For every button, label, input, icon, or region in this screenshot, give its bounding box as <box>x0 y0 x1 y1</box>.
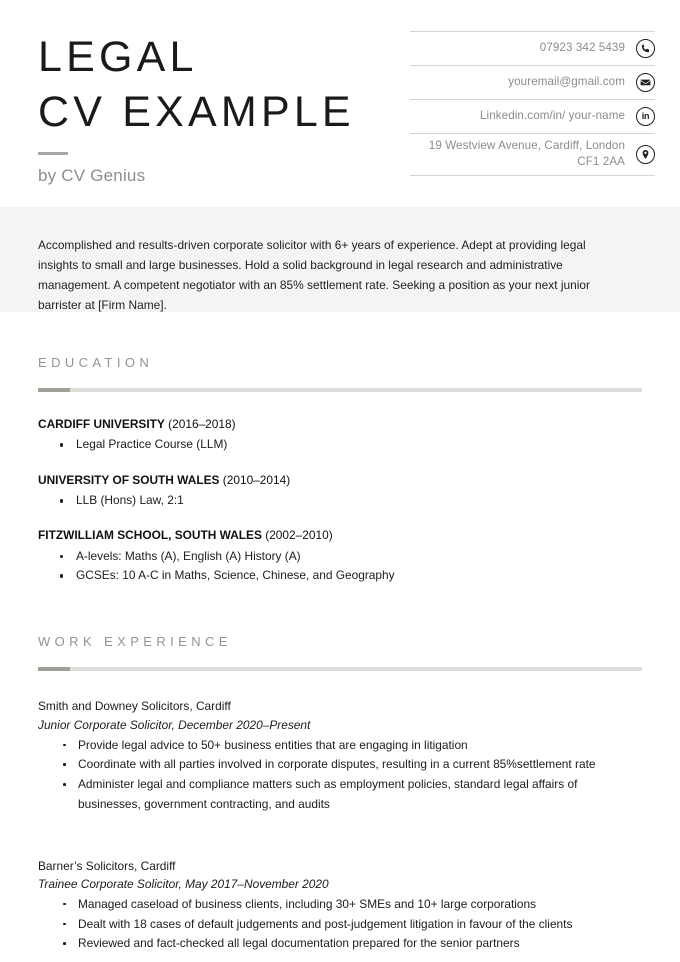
list-item: Dealt with 18 cases of default judgements and post-judgement litigation in favour of the clients <box>38 915 642 935</box>
job-title: Junior Corporate Solicitor, December 2020–Present <box>38 717 311 732</box>
education-school-name: UNIVERSITY OF SOUTH WALES <box>38 472 220 487</box>
list-item: A-levels: Maths (A), English (A) History (A) <box>38 547 642 566</box>
education-item <box>38 471 642 511</box>
education-bullets <box>38 435 642 454</box>
education-heading: EDUCATION <box>38 355 154 370</box>
job-title: Trainee Corporate Solicitor, May 2017–November 2020 <box>38 876 329 891</box>
profile-summary-text: Accomplished and results-driven corporate solicitor with 6+ years of experience. Adept at providing legal insights to small and large businesses. Hold a solid background in legal research and administrative management. A competent negotiator with an 85% settlement rate. Seeking a position as your next junior barrister at [Firm Name]. <box>38 238 590 312</box>
cv-header <box>0 0 680 207</box>
education-list <box>38 392 642 585</box>
byline: by CV Genius <box>38 166 146 186</box>
work-experience-section <box>0 585 680 954</box>
education-school-line <box>38 415 642 433</box>
education-bullets <box>38 491 642 510</box>
email-icon <box>636 73 655 92</box>
list-item: Coordinate with all parties involved in corporate disputes, resulting in a current 85%settlement rate <box>38 755 642 775</box>
name-divider <box>38 152 68 155</box>
education-section <box>0 312 680 585</box>
contact-location-text: 19 Westview Avenue, Cardiff, London CF1 2AA <box>428 139 625 169</box>
list-item: Reviewed and fact-checked all legal documentation prepared for the senior partners <box>38 934 642 954</box>
education-item <box>38 526 642 585</box>
education-school-line <box>38 526 642 544</box>
job-entry <box>38 815 642 954</box>
contact-email-text: youremail@gmail.com <box>508 75 625 89</box>
contact-row-phone[interactable] <box>410 31 655 65</box>
name-line-1: LEGAL <box>38 33 198 81</box>
education-school-name: CARDIFF UNIVERSITY <box>38 417 165 431</box>
list-item: Managed caseload of business clients, including 30+ SMEs and 10+ large corporations <box>38 895 642 915</box>
education-school-line <box>38 471 642 489</box>
contact-row-email[interactable] <box>410 65 655 99</box>
contact-phone-text: 07923 342 5439 <box>539 41 625 55</box>
linkedin-glyph: in <box>641 111 650 121</box>
education-school-name: FITZWILLIAM SCHOOL, SOUTH WALES <box>38 528 262 543</box>
job-bullets <box>38 895 642 954</box>
list-item: Legal Practice Course (LLM) <box>38 435 642 454</box>
linkedin-icon <box>636 107 655 126</box>
profile-summary-band <box>0 207 680 312</box>
name-line-2: CV EXAMPLE <box>38 88 355 137</box>
list-item: Provide legal advice to 50+ business entities that are engaging in litigation <box>38 736 642 756</box>
list-item: GCSEs: 10 A-C in Maths, Science, Chinese, and Geography <box>38 566 642 585</box>
education-item <box>38 415 642 455</box>
contact-linkedin-text: Linkedin.com/in/ your-name <box>479 109 625 123</box>
job-bullets <box>38 736 642 815</box>
contact-row-location[interactable] <box>410 133 655 176</box>
education-school-dates: (2010–2014) <box>222 472 291 487</box>
work-experience-divider <box>38 667 642 671</box>
education-school-dates: (2016–2018) <box>168 417 236 431</box>
contact-row-linkedin[interactable] <box>410 99 655 133</box>
location-icon <box>636 145 655 164</box>
job-company: Smith and Downey Solicitors, Cardiff <box>38 699 231 714</box>
job-company: Barner’s Solicitors, Cardiff <box>38 858 176 873</box>
education-school-dates: (2002–2010) <box>265 528 333 543</box>
contact-list <box>410 22 655 176</box>
job-entry <box>38 671 642 814</box>
work-heading-wrap <box>38 585 642 649</box>
phone-icon <box>636 39 655 58</box>
education-bullets <box>38 547 642 586</box>
list-item: Administer legal and compliance matters such as employment policies, standard legal affairs of businesses, government contracting, and audits <box>38 775 642 815</box>
education-heading-wrap <box>38 312 642 370</box>
work-experience-heading: WORK EXPERIENCE <box>38 634 232 650</box>
education-divider <box>38 388 642 392</box>
name-block <box>38 22 355 186</box>
list-item: LLB (Hons) Law, 2:1 <box>38 491 642 510</box>
